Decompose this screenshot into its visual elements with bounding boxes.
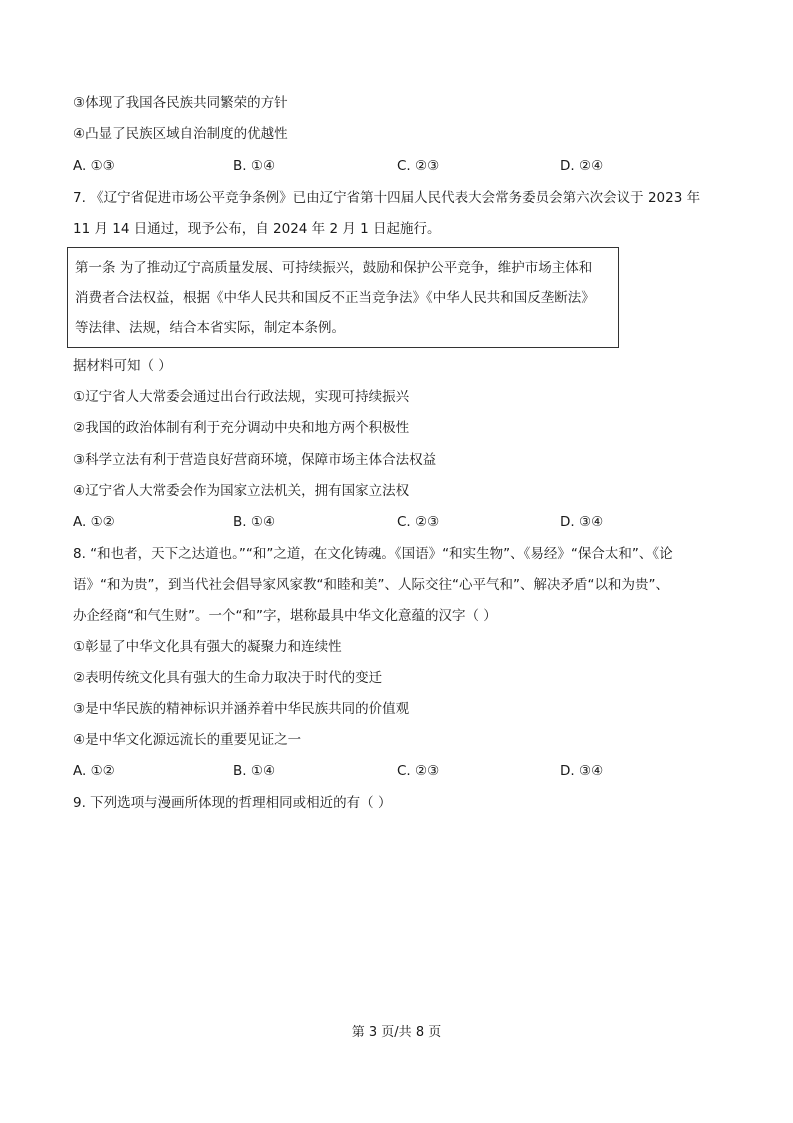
q6-option-c: C. ②③ [397,158,440,174]
q9-stem: 9. 下列选项与漫画所体现的哲理相同或相近的有（ ） [73,795,392,811]
q8-options [73,762,673,780]
q7-material-line-3: 等法律、法规，结合本省实际，制定本条例。 [75,320,345,336]
q7-option-c: C. ②③ [397,514,440,530]
q7-item-3: ③科学立法有利于营造良好营商环境，保障市场主体合法权益 [73,452,437,468]
q8-item-3: ③是中华民族的精神标识并涵养着中华民族共同的价值观 [73,701,410,717]
q7-option-a: A. ①② [73,514,115,530]
q8-option-a: A. ①② [73,763,115,779]
q7-option-d: D. ③④ [560,514,604,530]
q8-stem-line-3: 办企经商“和气生财”。一个“和”字，堪称最具中华文化意蕴的汉字（ ） [73,608,497,624]
q7-stem-line-2: 11 月 14 日通过，现予公布，自 2024 年 2 月 1 日起施行。 [73,221,441,237]
q6-item-4: ④凸显了民族区域自治制度的优越性 [73,126,288,142]
q8-option-c: C. ②③ [397,763,440,779]
q7-prompt: 据材料可知（ ） [73,358,172,374]
q8-stem-line-1: 8. “和也者，天下之达道也。”“和”之道，在文化铸魂。《国语》“和实生物”、《易经》“保合太和”、《论 [73,546,673,562]
q8-option-d: D. ③④ [560,763,604,779]
q8-option-b: B. ①④ [233,763,276,779]
q7-item-1: ①辽宁省人大常委会通过出台行政法规，实现可持续振兴 [73,389,410,405]
q8-item-2: ②表明传统文化具有强大的生命力取决于时代的变迁 [73,670,383,686]
q7-material-line-1: 第一条 为了推动辽宁高质量发展、可持续振兴，鼓励和保护公平竞争，维护市场主体和 [75,260,593,276]
q6-item-3: ③体现了我国各民族共同繁荣的方针 [73,95,288,111]
q6-option-b: B. ①④ [233,158,276,174]
q7-item-4: ④辽宁省人大常委会作为国家立法机关，拥有国家立法权 [73,483,410,499]
q6-option-a: A. ①③ [73,158,115,174]
q7-material-line-2: 消费者合法权益，根据《中华人民共和国反不正当竞争法》《中华人民共和国反垄断法》 [75,290,595,306]
q6-options [73,157,673,175]
q8-item-4: ④是中华文化源远流长的重要见证之一 [73,732,302,748]
q7-stem-line-1: 7. 《辽宁省促进市场公平竞争条例》已由辽宁省第十四届人民代表大会常务委员会第六次会议于 2023 年 [73,190,701,206]
q8-item-1: ①彰显了中华文化具有强大的凝聚力和连续性 [73,639,342,655]
q7-item-2: ②我国的政治体制有利于充分调动中央和地方两个积极性 [73,420,410,436]
page-number: 第 3 页/共 8 页 [351,1025,442,1040]
q8-stem-line-2: 语》“和为贵”，到当代社会倡导家风家教“和睦和美”、人际交往“心平气和”、解决矛盾“以和为贵”、 [73,577,669,593]
q7-material-box [67,247,619,348]
q6-option-d: D. ②④ [560,158,604,174]
q7-option-b: B. ①④ [233,514,276,530]
q7-options [73,513,673,531]
